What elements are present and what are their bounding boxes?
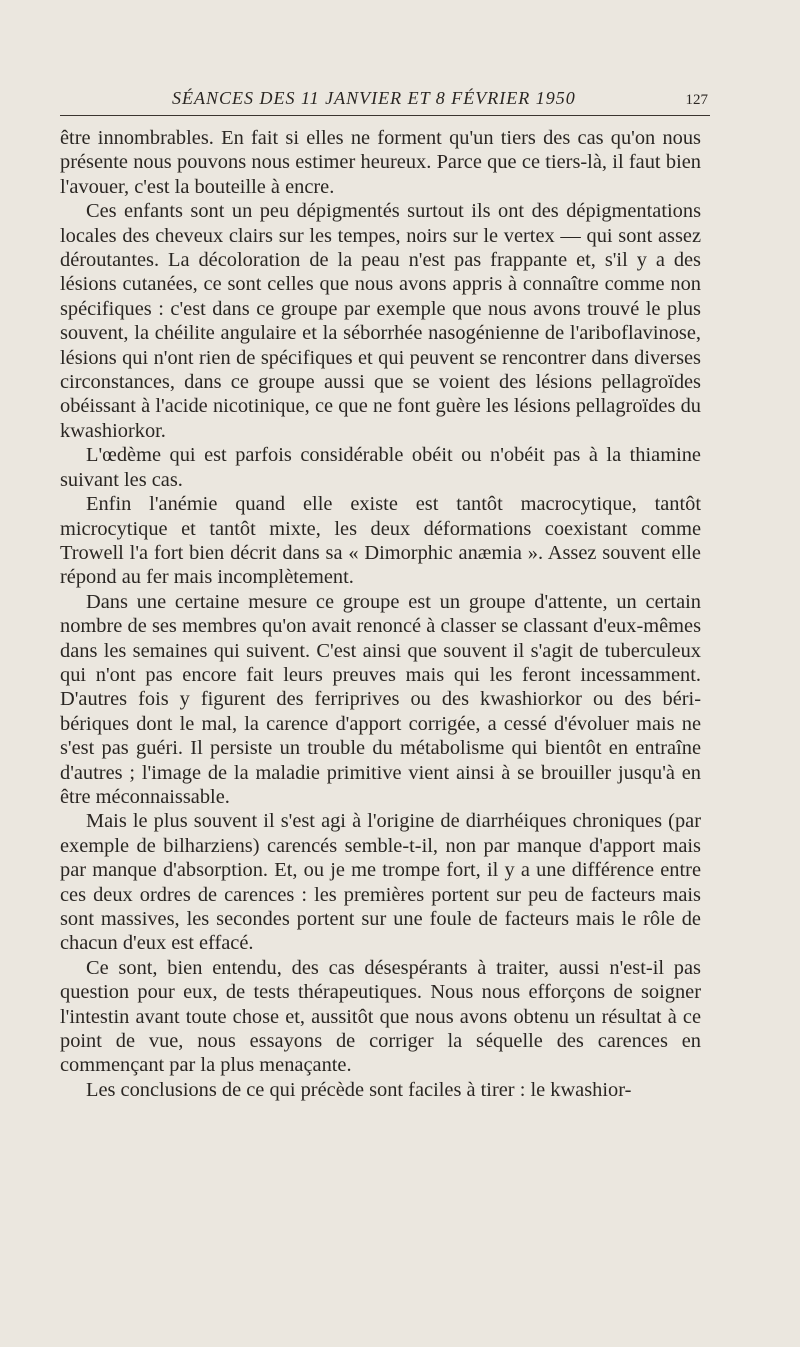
- paragraph-1: être innombrables. En fait si elles ne forment qu'un tiers des cas qu'on nous présente nous pouvons nous estimer heureux. Parce que ce tiers-là, il faut bien l'avouer, c'est la bouteille à encre.: [60, 127, 701, 198]
- paragraph-3: L'œdème qui est parfois considérable obéit ou n'obéit pas à la thiamine suivant les cas.: [60, 444, 701, 491]
- paragraph-4: Enfin l'anémie quand elle existe est tantôt macrocytique, tantôt microcytique et tantôt mixte, les deux déformations coexistant comme Trowell l'a fort bien décrit dans sa « Dimorphic anæmia ». Assez souvent elle répond au fer mais incomplètement.: [60, 493, 701, 589]
- running-head: [60, 82, 710, 116]
- running-title: SÉANCES DES 11 JANVIER ET 8 FÉVRIER 1950: [172, 88, 576, 108]
- body-text: [60, 126, 701, 1102]
- paragraph-7: Ce sont, bien entendu, des cas désespérants à traiter, aussi n'est-il pas question pour eux, de tests thérapeutiques. Nous nous efforçons de soigner l'intestin avant toute chose et, aussitôt que nous avons obtenu un résultat à ce point de vue, nous essayons de corriger la séquelle des carences en commençant par la plus menaçante.: [60, 956, 701, 1077]
- paragraph-5: Dans une certaine mesure ce groupe est un groupe d'attente, un certain nombre de ses membres qu'on avait renoncé à classer se classant d'eux-mêmes dans les semaines qui suivent. C'est ainsi que souvent il s'agit de tuberculeux qui n'ont pas encore fait leurs preuves mais qui les feront incessamment. D'autres fois y figurent des ferriprives ou des kwashiorkor ou des béri-bériques dont le mal, la carence d'apport corrigée, a cessé d'évoluer mais ne s'est pas guéri. Il persiste un trouble du métabolisme qui bientôt en entraîne d'autres ; l'image de la maladie primitive vient ainsi à se brouiller jusqu'à en être méconnaissable.: [60, 590, 701, 808]
- page-number: 127: [685, 92, 708, 108]
- header-rule: [60, 115, 710, 116]
- paragraph-8: Les conclusions de ce qui précède sont faciles à tirer : le kwashior-: [86, 1078, 632, 1101]
- paragraph-6: Mais le plus souvent il s'est agi à l'origine de diarrhéiques chroniques (par exemple de bilharziens) carencés semble-t-il, non par manque d'apport mais par manque d'absorption. Et, ou je me trompe fort, il y a une différence entre ces deux ordres de carences : les premières portent sur peu de facteurs mais sont massives, les secondes portent sur une foule de facteurs mais le rôle de chacun d'eux est effacé.: [60, 810, 701, 955]
- paragraph-2: Ces enfants sont un peu dépigmentés surtout ils ont des dépigmentations locales des cheveux clairs sur les tempes, noirs sur le vertex — qui sont assez déroutantes. La décoloration de la peau n'est pas frappante et, s'il y a des lésions cutanées, ce sont celles que nous avons appris à connaître comme non spécifiques : c'est dans ce groupe par exemple que nous avons trouvé le plus souvent, la chéilite angulaire et la séborrhée nasogénienne de l'ariboflavinose, lésions qui n'ont rien de spécifiques et qui peuvent se rencontrer dans diverses circonstances, dans ce groupe aussi que se voient des lésions pellagroïdes obéissant à l'acide nicotinique, ce que ne font guère les lésions pellagroïdes du kwashiorkor.: [60, 200, 701, 442]
